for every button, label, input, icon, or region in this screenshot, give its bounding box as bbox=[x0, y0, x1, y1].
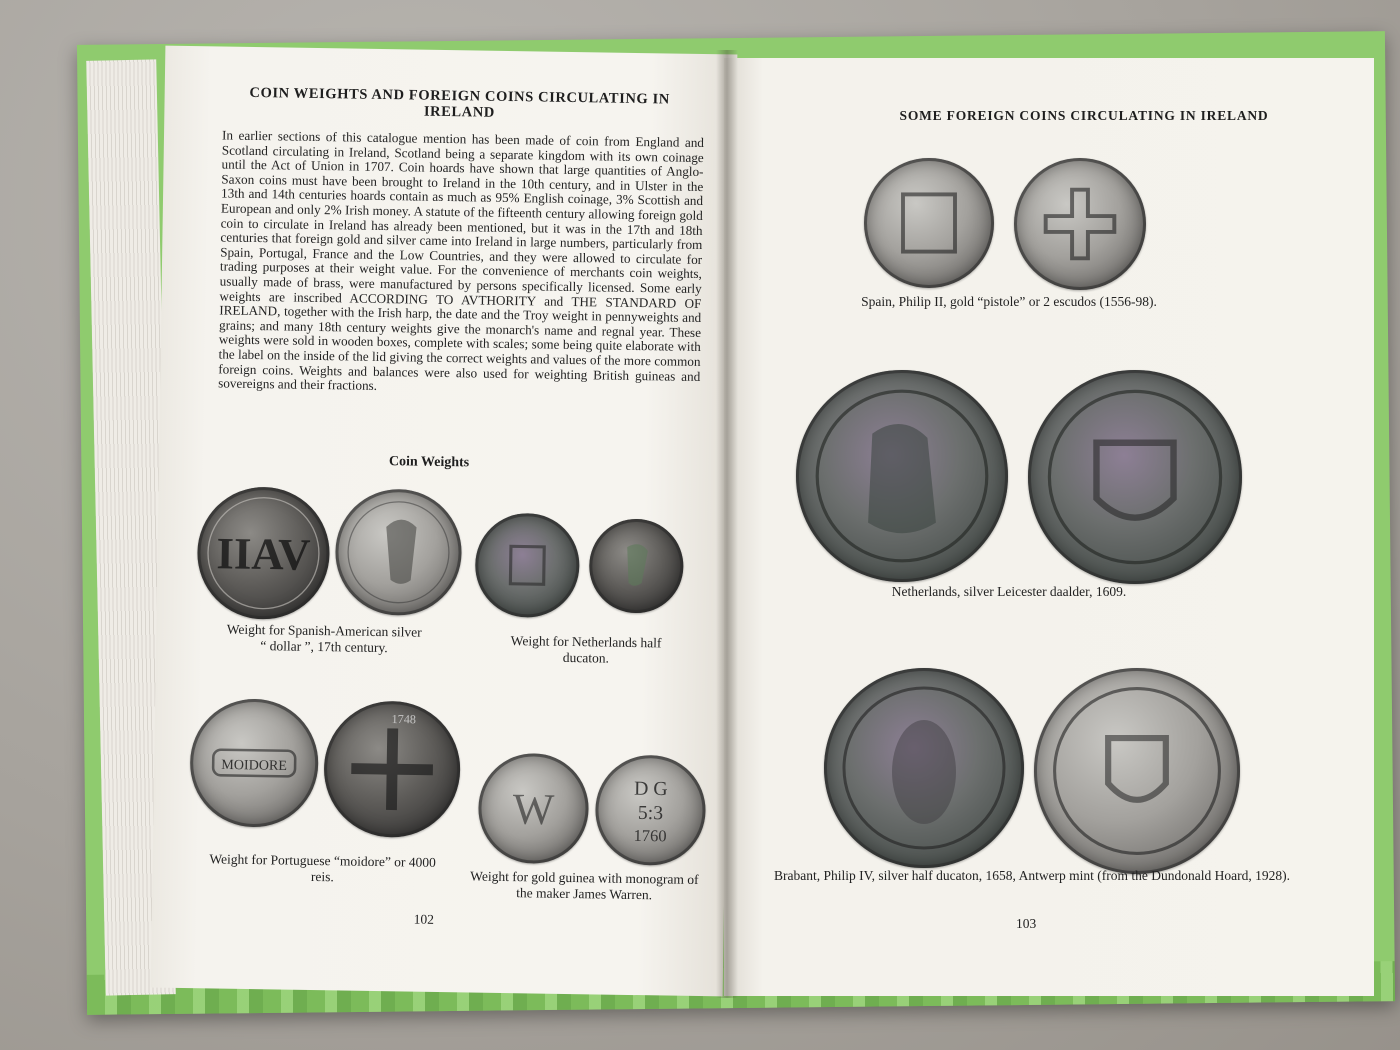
caption-guinea-weight: Weight for gold guinea with monogram of the maker James Warren. bbox=[470, 868, 699, 903]
book-gutter bbox=[716, 50, 738, 998]
coin-weight-5-text: W bbox=[512, 784, 555, 835]
coin-weight-guinea-reverse bbox=[595, 754, 707, 866]
coin-brabant-ducaton-reverse bbox=[1034, 668, 1240, 874]
coin-weight-1-text: IIAV bbox=[216, 528, 311, 580]
right-page bbox=[724, 58, 1374, 996]
coin-weight-6-top: D G bbox=[633, 777, 668, 801]
caption-spanish-dollar-weight: Weight for Spanish-American silver “ dollar ”, 17th century. bbox=[226, 621, 422, 656]
coin-spain-pistole-obverse bbox=[864, 158, 994, 288]
coin-weight-guinea-obverse bbox=[478, 753, 590, 865]
coin-weight-netherlands-obverse bbox=[475, 513, 581, 619]
caption-brabant-ducaton: Brabant, Philip IV, silver half ducaton, 1658, Antwerp mint (from the Dundonald Hoard, 1928). bbox=[773, 868, 1291, 883]
page-number-right: 103 bbox=[1016, 916, 1037, 931]
left-page bbox=[151, 46, 738, 997]
caption-netherlands-weight: Weight for Netherlands half ducaton. bbox=[510, 633, 662, 666]
coin-weight-spanish-dollar-reverse bbox=[335, 488, 463, 616]
coin-weight-6-bot: 1760 bbox=[633, 825, 667, 846]
caption-moidore-weight: Weight for Portuguese “moidore” or 4000 reis. bbox=[209, 851, 436, 885]
coin-weights-heading: Coin Weights bbox=[388, 454, 470, 471]
coin-weight-netherlands-reverse bbox=[589, 518, 684, 613]
coin-weight-6-mid: 5:3 bbox=[637, 801, 664, 825]
coin-netherlands-daalder-reverse bbox=[1028, 370, 1242, 584]
coin-spain-pistole-reverse bbox=[1014, 158, 1146, 290]
caption-netherlands-daalder: Netherlands, silver Leicester daalder, 1609. bbox=[891, 584, 1127, 599]
right-page-title: SOME FOREIGN COINS CIRCULATING IN IRELAND bbox=[899, 108, 1269, 123]
coin-netherlands-daalder-obverse bbox=[796, 370, 1008, 582]
coin-brabant-ducaton-obverse bbox=[824, 668, 1024, 868]
coin-weight-moidore-obverse bbox=[189, 698, 319, 828]
caption-spain-pistole: Spain, Philip II, gold “pistole” or 2 escudos (1556-98). bbox=[861, 294, 1157, 309]
page-number-left: 102 bbox=[413, 911, 435, 927]
coin-weight-moidore-reverse bbox=[323, 700, 461, 838]
coin-weight-4-text: 1748 bbox=[391, 711, 417, 727]
coin-weight-spanish-dollar-obverse bbox=[196, 486, 330, 620]
left-page-title: COIN WEIGHTS AND FOREIGN COINS CIRCULATING IN IRELAND bbox=[249, 84, 670, 121]
left-page-body: In earlier sections of this catalogue mention has been made of coin from England and Scotland circulating in Ireland, Scotland being a separate kingdom with its own coinage until the Act of Union in 1707. Coin hoards have shown that large quantities of Anglo-Saxon coins must have been brought to Ireland in the 10th century, and in Ulster in the 13th and 14th centuries hoards contain as much as 95% English coinage, 3% Scottish and European and only 2% Irish money. A statute of the fifteenth century allowing foreign gold coin to circulate in Ireland has already been mentioned, but it was in the 17th and 18th centuries that foreign gold and silver came into Ireland in large numbers, particularly from Spain, Portugal, France and the Low Countries, and they were allowed to circulate for trading purposes at their weight value. For the convenience of merchants coin weights, usually made of brass, were manufactured by persons specifically licensed. Some early weights are inscribed ACCORDING TO AVTHORITY and THE STANDARD OF IRELAND, together with the Irish harp, the date and the Troy weight in pennyweights and grains; and many 18th century weights give the monarch's name and regnal year. These weights were sold in wooden boxes, complete with scales; some being quite elaborate with the label on the inside of the lid giving the correct weights and values of the more common foreign coins. Weights and balances were also used for weighting British guineas and sovereigns and their fractions. bbox=[218, 127, 705, 394]
coin-weight-3-text: MOIDORE bbox=[221, 756, 288, 774]
